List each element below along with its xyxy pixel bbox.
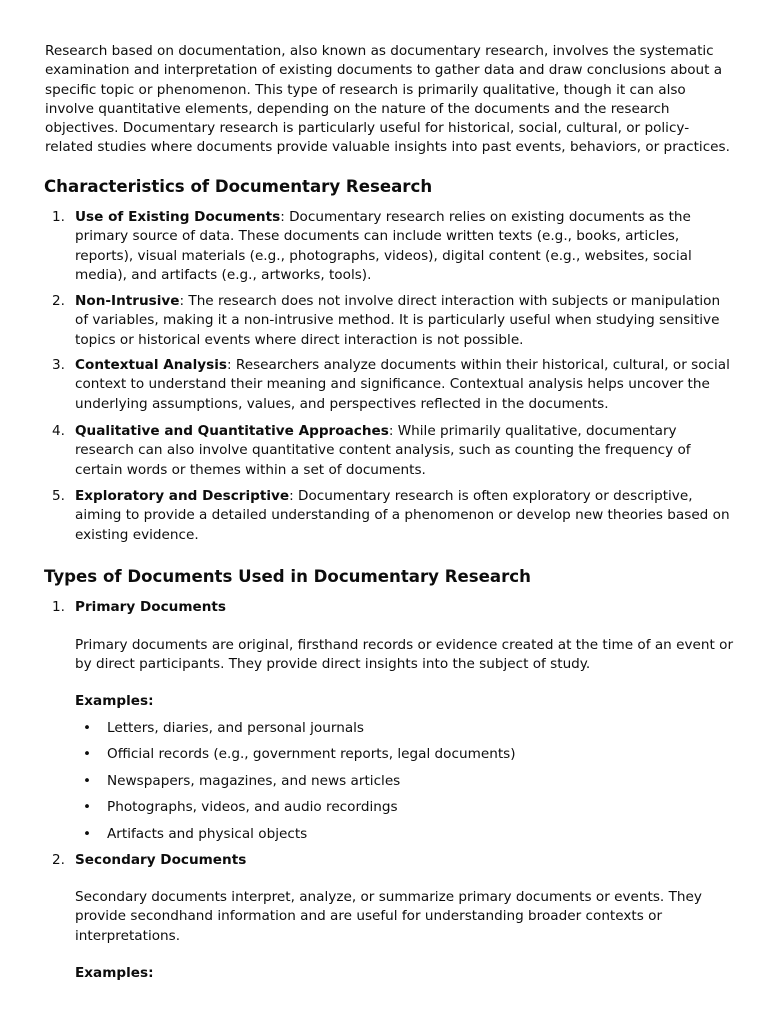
- item-text: : While primarily qualitative, documentary research can also involve quantitative content analysis, such as counting the frequency of certain words or themes within a set of documents.: [75, 423, 691, 478]
- bullet-icon: •: [83, 826, 92, 842]
- types-heading: Types of Documents Used in Documentary Research: [44, 567, 531, 586]
- example-list-item: • Newspapers, magazines, and news articles: [75, 772, 735, 791]
- item-number: 2.: [52, 852, 65, 868]
- example-list-item: • Letters, diaries, and personal journals: [75, 719, 735, 738]
- item-text: : Documentary research is often exploratory or descriptive, aiming to provide a detailed understanding of a phenomenon or develop new theories based on existing evidence.: [75, 488, 730, 543]
- intro-paragraph: Research based on documentation, also known as documentary research, involves the systematic examination and interpretation of existing documents to gather data and draw conclusions about a specific topic or phenomenon. This type of research is primarily qualitative, though it can also involve quantitative elements, depending on the nature of the documents and the research objectives. Documentary research is particularly useful for historical, social, cultural, or policy-related studies where documents provide valuable insights into past events, behaviors, or practices.: [45, 43, 730, 156]
- item-term: Use of Existing Documents: [75, 209, 281, 225]
- bullet-icon: •: [83, 799, 92, 815]
- characteristic-item: [44, 487, 734, 545]
- item-number: 2.: [52, 293, 65, 309]
- characteristic-item: [44, 356, 734, 414]
- item-number: 1.: [52, 209, 65, 225]
- item-number: 3.: [52, 357, 65, 373]
- primary-description: Primary documents are original, firsthand records or evidence created at the time of an event or by direct participants. They provide direct insights into the subject of study.: [75, 637, 734, 673]
- characteristics-heading: Characteristics of Documentary Research: [44, 177, 433, 196]
- document-type-item: [44, 598, 734, 617]
- example-list-item: • Official records (e.g., government reports, legal documents): [75, 745, 735, 764]
- item-number: 4.: [52, 423, 65, 439]
- characteristic-item: [44, 292, 734, 350]
- document-type-item: [44, 851, 734, 870]
- item-text: : Researchers analyze documents within their historical, cultural, or social context to understand their meaning and significance. Contextual analysis helps uncover the underlying assumptions, values, and perspectives reflected in the documents.: [75, 357, 730, 412]
- item-term: Non-Intrusive: [75, 293, 180, 309]
- examples-label: Examples:: [75, 693, 154, 709]
- item-term: Contextual Analysis: [75, 357, 227, 373]
- item-term: Qualitative and Quantitative Approaches: [75, 423, 389, 439]
- example-list-item: • Photographs, videos, and audio recordings: [75, 798, 735, 817]
- item-text: : Documentary research relies on existing documents as the primary source of data. These documents can include written texts (e.g., books, articles, reports), visual materials (e.g., photographs, videos), digital content (e.g., websites, social media), and artifacts (e.g., artworks, tools).: [75, 209, 692, 283]
- item-text: : The research does not involve direct interaction with subjects or manipulation of variables, making it a non-intrusive method. It is particularly useful when studying sensitive topics or historical events where direct interaction is not possible.: [75, 293, 721, 348]
- bullet-icon: •: [83, 720, 92, 736]
- characteristic-item: [44, 208, 734, 285]
- document-type-title: Secondary Documents: [75, 852, 247, 868]
- characteristic-item: [44, 422, 734, 480]
- item-term: Exploratory and Descriptive: [75, 488, 290, 504]
- bullet-icon: •: [83, 746, 92, 762]
- item-number: 1.: [52, 599, 65, 615]
- document-type-title: Primary Documents: [75, 599, 226, 615]
- example-list-item: • Artifacts and physical objects: [75, 825, 735, 844]
- examples-label: Examples:: [75, 965, 154, 981]
- item-number: 5.: [52, 488, 65, 504]
- secondary-description: Secondary documents interpret, analyze, or summarize primary documents or events. They provide secondhand information and are useful for understanding broader contexts or interpretations.: [75, 889, 702, 944]
- bullet-icon: •: [83, 773, 92, 789]
